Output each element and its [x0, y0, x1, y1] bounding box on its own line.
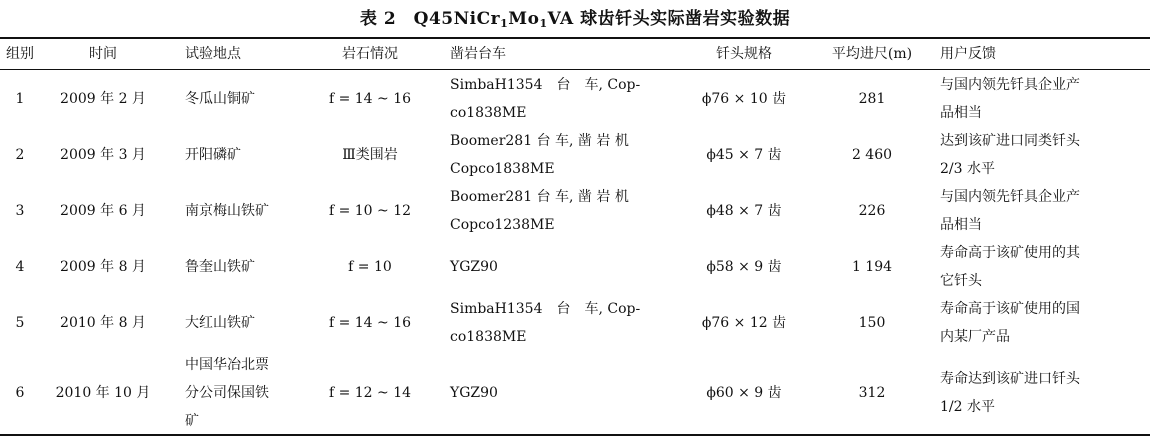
cell-site: 分公司保国铁 [185, 385, 269, 401]
cell-advance: 312 [858, 385, 886, 401]
cell-rig: YGZ90 [450, 385, 498, 401]
cell-bit: ϕ76 × 10 齿 [701, 91, 787, 107]
cell-time: 2009 年 8 月 [60, 259, 146, 275]
cell-feedback: 达到该矿进口同类钎头 [940, 133, 1080, 149]
cell-time: 2010 年 8 月 [60, 315, 146, 331]
cell-advance: 1 194 [851, 259, 893, 275]
cell-rock: f = 14 ~ 16 [328, 91, 412, 107]
cell-rig: co1838ME [450, 329, 527, 345]
cell-group: 2 [15, 147, 25, 163]
cell-feedback: 1/2 水平 [940, 399, 995, 415]
cell-group: 1 [15, 91, 25, 107]
cell-bit: ϕ58 × 9 齿 [706, 259, 782, 275]
cell-rock: f = 10 ~ 12 [328, 203, 412, 219]
cell-feedback: 品相当 [940, 105, 982, 121]
cell-advance: 150 [858, 315, 886, 331]
cell-site: 冬瓜山铜矿 [185, 91, 255, 107]
cell-feedback: 品相当 [940, 217, 982, 233]
cell-rock: Ⅲ类围岩 [342, 147, 398, 163]
cell-rig: SimbaH1354 台 车, Cop- [450, 77, 641, 93]
cell-site: 中国华冶北票 [185, 357, 269, 373]
cell-rock: f = 12 ~ 14 [328, 385, 412, 401]
title-subscript: 1 [500, 17, 509, 30]
cell-feedback: 寿命高于该矿使用的其 [940, 245, 1080, 261]
cell-site: 矿 [185, 413, 199, 429]
cell-advance: 2 460 [851, 147, 893, 163]
title-text: VA 球齿钎头实际凿岩实验数据 [547, 9, 791, 29]
cell-bit: ϕ60 × 9 齿 [706, 385, 782, 401]
header-site: 试验地点 [185, 46, 241, 62]
cell-rig: Boomer281 台 车, 凿 岩 机 [450, 189, 629, 205]
cell-rig: SimbaH1354 台 车, Cop- [450, 301, 641, 317]
header-rig: 凿岩台车 [450, 46, 506, 62]
cell-rig: Copco1838ME [450, 161, 555, 177]
cell-time: 2010 年 10 月 [55, 385, 151, 401]
cell-feedback: 与国内领先钎具企业产 [940, 77, 1080, 93]
cell-site: 开阳磷矿 [185, 147, 241, 163]
cell-rock: f = 14 ~ 16 [328, 315, 412, 331]
cell-site: 南京梅山铁矿 [185, 203, 269, 219]
title-subscript: 1 [539, 17, 548, 30]
cell-feedback: 2/3 水平 [940, 161, 995, 177]
cell-bit: ϕ76 × 12 齿 [701, 315, 787, 331]
cell-advance: 226 [858, 203, 886, 219]
cell-time: 2009 年 6 月 [60, 203, 146, 219]
cell-bit: ϕ48 × 7 齿 [706, 203, 782, 219]
cell-rig: Copco1238ME [450, 217, 555, 233]
cell-site: 大红山铁矿 [185, 315, 255, 331]
cell-advance: 281 [858, 91, 886, 107]
cell-rig: co1838ME [450, 105, 527, 121]
cell-feedback: 它钎头 [940, 273, 982, 289]
cell-rock: f = 10 [348, 259, 392, 275]
table-bottom-rule [0, 434, 1150, 436]
header-time: 时间 [89, 46, 117, 62]
header-bit: 钎头规格 [716, 46, 772, 62]
cell-group: 3 [15, 203, 25, 219]
cell-group: 6 [15, 385, 25, 401]
cell-group: 4 [15, 259, 25, 275]
cell-feedback: 内某厂产品 [940, 329, 1010, 345]
cell-feedback: 寿命高于该矿使用的国 [940, 301, 1080, 317]
cell-group: 5 [15, 315, 25, 331]
cell-rig: YGZ90 [450, 259, 498, 275]
table-header-rule [0, 69, 1150, 70]
cell-site: 鲁奎山铁矿 [185, 259, 255, 275]
title-text: Mo [508, 9, 540, 29]
cell-rig: Boomer281 台 车, 凿 岩 机 [450, 133, 629, 149]
header-rock: 岩石情况 [342, 46, 398, 62]
table-title [0, 4, 1150, 30]
cell-time: 2009 年 2 月 [60, 91, 146, 107]
cell-bit: ϕ45 × 7 齿 [706, 147, 782, 163]
header-feedback: 用户反馈 [940, 46, 996, 62]
cell-time: 2009 年 3 月 [60, 147, 146, 163]
header-advance: 平均进尺(m) [831, 46, 913, 62]
title-text: 表 2 Q45NiCr [359, 9, 501, 29]
cell-feedback: 寿命达到该矿进口钎头 [940, 371, 1080, 387]
header-group: 组别 [6, 46, 34, 62]
table-top-rule [0, 37, 1150, 39]
cell-feedback: 与国内领先钎具企业产 [940, 189, 1080, 205]
